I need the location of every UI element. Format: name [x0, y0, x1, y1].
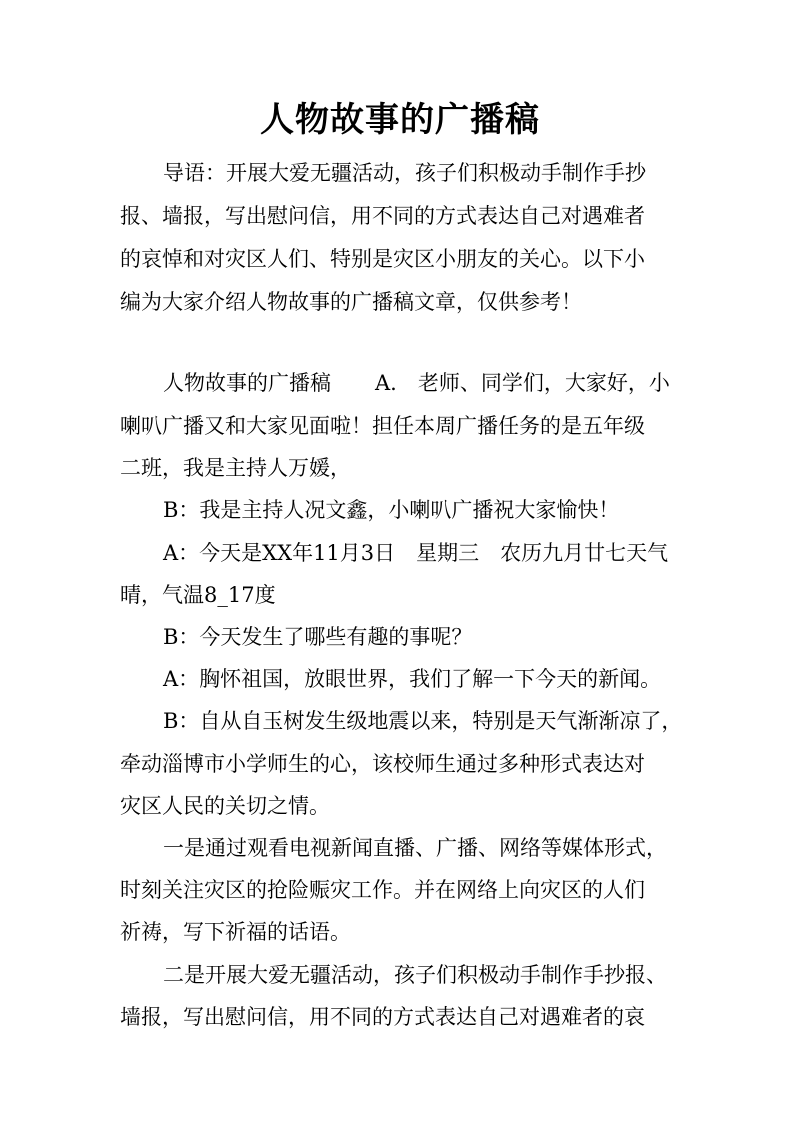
paragraph-line: 晴，气温8_17度	[120, 583, 276, 607]
paragraph-line: 二是开展大爱无疆活动，孩子们积极动手制作手抄报、	[163, 963, 667, 987]
paragraph-line: 牵动淄博市小学师生的心，该校师生通过多种形式表达对	[120, 752, 645, 776]
intro-line: 报、墙报，写出慰问信，用不同的方式表达自己对遇难者	[120, 204, 645, 228]
paragraph-line: A：今天是XX年11月3日 星期三 农历九月廿七天气	[163, 541, 669, 565]
speaker-line: A. 老师、同学们，大家好，小	[375, 371, 670, 395]
paragraph-line: 墙报，写出慰问信，用不同的方式表达自己对遇难者的哀	[120, 1005, 645, 1029]
paragraph-line: 二班，我是主持人万媛，	[120, 456, 351, 480]
intro-line: 的哀悼和对灾区人们、特别是灾区小朋友的关心。以下小	[120, 247, 645, 271]
paragraph-line	[163, 368, 670, 398]
paragraph-line: B：自从自玉树发生级地震以来，特别是天气渐渐凉了，	[163, 709, 683, 733]
paragraph-line: 时刻关注灾区的抢险赈灾工作。并在网络上向灾区的人们	[120, 878, 645, 902]
paragraph-line: A：胸怀祖国，放眼世界，我们了解一下今天的新闻。	[163, 667, 662, 691]
page-title: 人物故事的广播稿	[260, 100, 540, 140]
paragraph-line: 一是通过观看电视新闻直播、广播、网络等媒体形式，	[163, 836, 667, 860]
broadcast-heading: 人物故事的广播稿	[163, 371, 331, 395]
intro-line: 编为大家介绍人物故事的广播稿文章，仅供参考！	[120, 290, 582, 314]
paragraph-line: B：今天发生了哪些有趣的事呢？	[163, 625, 473, 649]
paragraph-line: 喇叭广播又和大家见面啦！担任本周广播任务的是五年级	[120, 414, 645, 438]
intro-line: 导语：开展大爱无疆活动，孩子们积极动手制作手抄	[163, 161, 646, 185]
paragraph-line: 灾区人民的关切之情。	[120, 794, 330, 818]
paragraph-line: 祈祷，写下祈福的话语。	[120, 920, 351, 944]
paragraph-line: B：我是主持人况文鑫，小喇叭广播祝大家愉快！	[163, 498, 620, 522]
